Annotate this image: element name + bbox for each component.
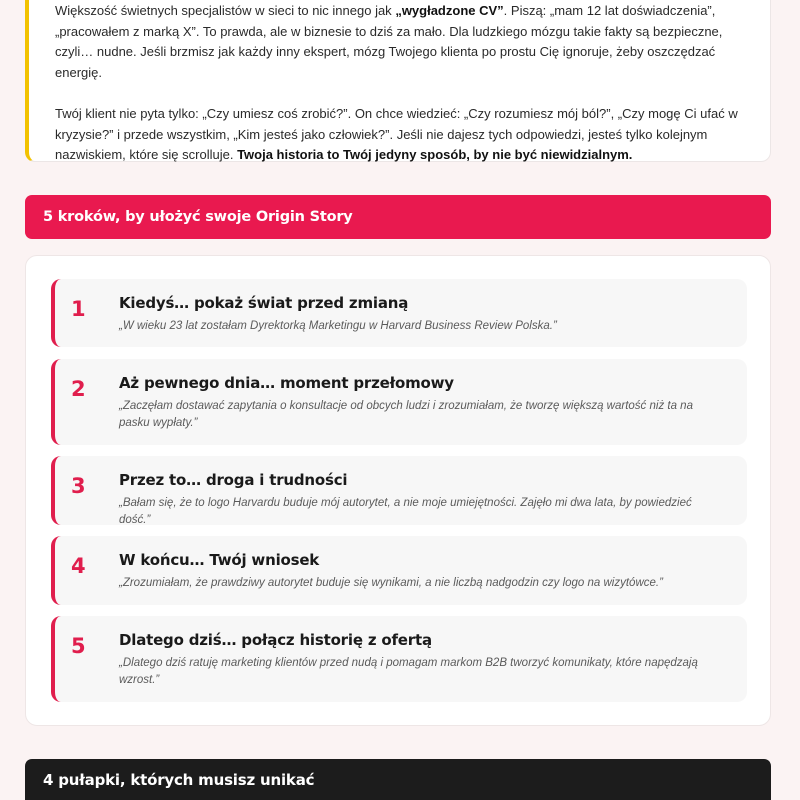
intro-p1-text-a: Większość świetnych specjalistów w sieci to nic innego jak [55, 3, 396, 18]
step-number: 5 [71, 634, 86, 658]
step-quote: „Zaczęłam dostawać zapytania o konsultacje od obcych ludzi i zrozumiałam, że tworzę większą wartość niż ta na pasku wypłaty.” [119, 400, 693, 429]
steps-card [25, 255, 771, 726]
step-title: W końcu… Twój wniosek [119, 551, 320, 569]
traps-section-header: 4 pułapki, których musisz unikać [25, 759, 771, 800]
steps-section-header: 5 kroków, by ułożyć swoje Origin Story [25, 195, 771, 239]
step-quote: „Zrozumiałam, że prawdziwy autorytet buduje się wynikami, a nie liczbą nadgodzin czy logo na wizytówce.” [119, 577, 663, 589]
step-number: 2 [71, 377, 86, 401]
step-quote: „Bałam się, że to logo Harvardu buduje mój autorytet, a nie moje umiejętności. Zajęło mi dwa lata, by powiedzieć dość.” [119, 497, 692, 526]
intro-paragraph-1 [55, 1, 746, 83]
intro-p2-text: Twój klient nie pyta tylko: „Czy umiesz coś zrobić?”. On chce wiedzieć: „Czy rozumiesz mój ból?”, „Czy mogę Ci ufać w kryzysie?” i przede wszystkim, „Kim jesteś jako człowiek?”. Jeśli nie dajesz tych odpowiedzi, jesteś tylko kolejnym nazwiskiem, które się scrolluje. [55, 106, 738, 162]
intro-paragraph-2 [55, 104, 746, 166]
step-quote: „W wieku 23 lat zostałam Dyrektorką Marketingu w Harvard Business Review Polska.” [119, 320, 557, 332]
step-number: 3 [71, 474, 86, 498]
step-item [51, 456, 747, 525]
step-quote: „Dlatego dziś ratuję marketing klientów przed nudą i pomagam markom B2B tworzyć komunikaty, które napędzają wzrost.” [119, 657, 698, 686]
step-title: Kiedyś… pokaż świat przed zmianą [119, 294, 409, 312]
intro-p2-bold: Twoja historia to Twój jedyny sposób, by nie być niewidzialnym. [237, 147, 633, 162]
intro-card [25, 0, 771, 162]
step-item [51, 616, 747, 702]
step-item [51, 536, 747, 605]
step-number: 4 [71, 554, 86, 578]
step-title: Aż pewnego dnia… moment przełomowy [119, 374, 454, 392]
intro-p1-text-b: . Piszą: „mam 12 lat doświadczenia”, „pracowałem z marką X”. To prawda, ale w biznesie to dziś za mało. Dla ludzkiego mózgu takie fakty są bezpieczne, czyli… nudne. Jeśli brzmisz jak każdy inny ekspert, mózg Twojego klienta po prostu Cię ignoruje, żeby oszczędzać energię. [55, 3, 723, 80]
intro-p1-bold: „wygładzone CV” [395, 3, 504, 18]
step-number: 1 [71, 297, 86, 321]
step-item [51, 359, 747, 445]
step-title: Przez to… droga i trudności [119, 471, 348, 489]
step-item [51, 279, 747, 347]
step-title: Dlatego dziś… połącz historię z ofertą [119, 631, 432, 649]
